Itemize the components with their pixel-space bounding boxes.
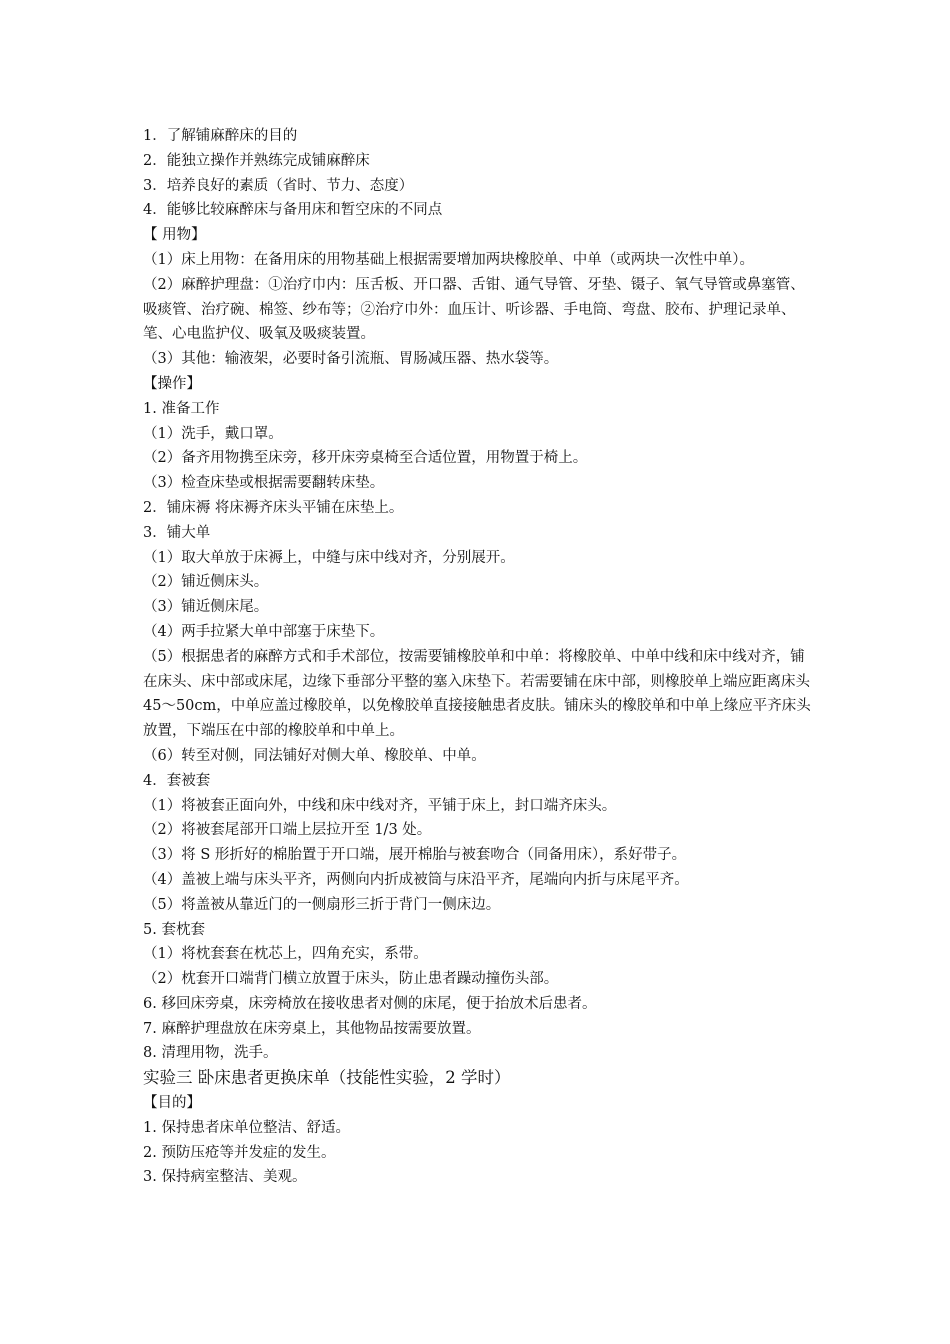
document-body xyxy=(143,124,815,1190)
text-line: 8. 清理用物，洗手。 xyxy=(143,1045,278,1062)
experiment-title: 实验三 卧床患者更换床单（技能性实验，2 学时） xyxy=(143,1068,511,1088)
text-line: （1）床上用物：在备用床的用物基础上根据需要增加两块橡胶单、中单（或两块一次性中单）。 xyxy=(143,251,754,268)
text-line: （2）备齐用物携至床旁，移开床旁桌椅至合适位置，用物置于椅上。 xyxy=(143,450,588,467)
section-heading: 【目的】 xyxy=(143,1095,201,1112)
text-line: （6）转至对侧，同法铺好对侧大单、橡胶单、中单。 xyxy=(143,747,486,764)
text-line: 3．铺大单 xyxy=(143,524,211,541)
text-line: （5）将盖被从靠近门的一侧扇形三折于背门一侧床边。 xyxy=(143,896,501,913)
text-line: 1．了解铺麻醉床的目的 xyxy=(143,128,298,144)
text-line: 4．套被套 xyxy=(143,772,211,789)
text-line: （3）检查床垫或根据需要翻转床垫。 xyxy=(143,475,385,492)
text-line: （5）根据患者的麻醉方式和手术部位，按需要铺橡胶单和中单：将橡胶单、中单中线和床中线对齐，铺在床头、床中部或床尾，边缘下垂部分平整的塞入床垫下。若需要铺在床中部，则橡胶单上端应距离床头 45～50cm，中单应盖过橡胶单，以免橡胶单直接接触患者皮肤。铺床头的橡胶单和中单上缘应平齐床头放置，下端压在中部的橡胶单和中单上。 xyxy=(143,648,815,740)
text-line: （2）枕套开口端背门横立放置于床头，防止患者躁动撞伤头部。 xyxy=(143,971,559,988)
text-line: 4．能够比较麻醉床与备用床和暂空床的不同点 xyxy=(143,202,443,219)
text-line: （3）其他：输液架，必要时备引流瓶、胃肠减压器、热水袋等。 xyxy=(143,351,559,368)
text-line: （1）将枕套套在枕芯上，四角充实，系带。 xyxy=(143,946,428,963)
text-line: 2. 预防压疮等并发症的发生。 xyxy=(143,1144,336,1161)
section-heading: 【 用物】 xyxy=(143,227,206,244)
text-line: 2．能独立操作并熟练完成铺麻醉床 xyxy=(143,152,370,169)
text-line: 1. 准备工作 xyxy=(143,400,220,417)
text-line: 3. 保持病室整洁、美观。 xyxy=(143,1169,307,1186)
text-line: （2）将被套尾部开口端上层拉开至 1/3 处。 xyxy=(143,822,432,839)
text-line: （3）将 S 形折好的棉胎置于开口端，展开棉胎与被套吻合（同备用床），系好带子。 xyxy=(143,847,687,864)
text-line: （1）洗手，戴口罩。 xyxy=(143,425,283,442)
text-line: （3）铺近侧床尾。 xyxy=(143,599,269,616)
text-line: （1）将被套正面向外，中线和床中线对齐，平铺于床上，封口端齐床头。 xyxy=(143,797,617,814)
text-line: 5. 套枕套 xyxy=(143,921,205,938)
section-heading: 【操作】 xyxy=(143,375,201,392)
text-line: 2．铺床褥 将床褥齐床头平铺在床垫上。 xyxy=(143,499,404,516)
text-line: 7. 麻醉护理盘放在床旁桌上，其他物品按需要放置。 xyxy=(143,1020,481,1037)
text-line: （4）盖被上端与床头平齐，两侧向内折成被筒与床沿平齐，尾端向内折与床尾平齐。 xyxy=(143,871,689,888)
text-line: 3．培养良好的素质（省时、节力、态度） xyxy=(143,177,414,194)
text-line: （2）麻醉护理盘：①治疗巾内：压舌板、开口器、舌钳、通气导管、牙垫、镊子、氧气导管或鼻塞管、吸痰管、治疗碗、棉签、纱布等；②治疗巾外：血压计、听诊器、手电筒、弯盘、胶布、护理记录单、笔、心电监护仪、吸氧及吸痰装置。 xyxy=(143,276,805,343)
text-line: 1. 保持患者床单位整洁、舒适。 xyxy=(143,1119,350,1136)
text-line: 6. 移回床旁桌，床旁椅放在接收患者对侧的床尾，便于抬放术后患者。 xyxy=(143,995,597,1012)
text-line: （4）两手拉紧大单中部塞于床垫下。 xyxy=(143,623,385,640)
text-line: （1）取大单放于床褥上，中缝与床中线对齐，分别展开。 xyxy=(143,549,515,566)
text-line: （2）铺近侧床头。 xyxy=(143,574,269,591)
